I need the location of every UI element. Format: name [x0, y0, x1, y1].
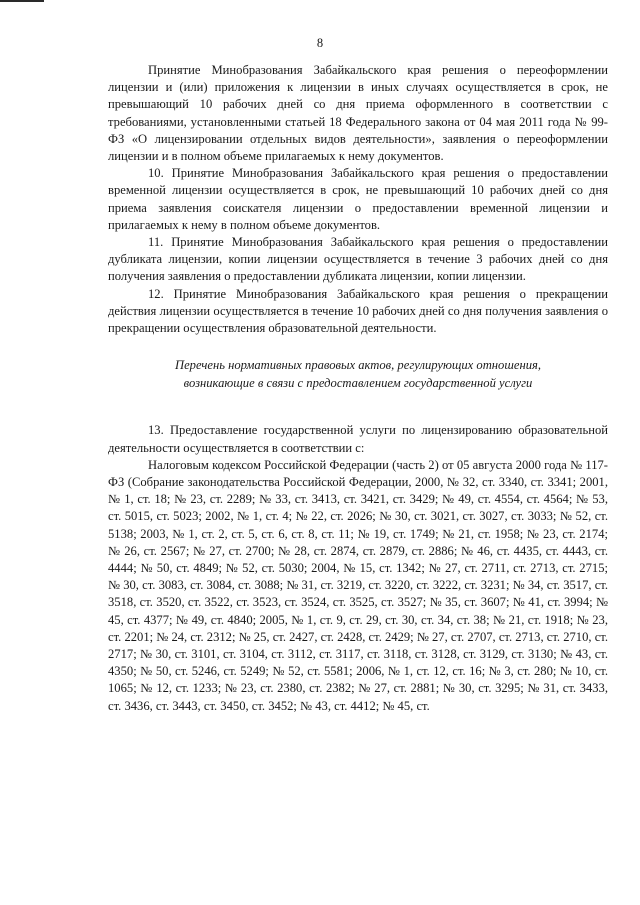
- paragraph-license-reissue: Принятие Минобразования Забайкальского края решения о переоформлении лицензии и (или) приложения к лицензии в иных случаях осуществляется в срок, не превышающий 10 рабочих дней со дня приема оформленного в соответствии с требованиями, установленными статьей 18 Федерального закона от 04 мая 2011 года № 99-ФЗ «О лицензировании отдельных видов деятельности», заявления о переоформлении лицензии и в полном объеме прилагаемых к нему документов.: [108, 63, 608, 164]
- section-heading-line-2: возникающие в связи с предоставлением государственной услуги: [183, 375, 533, 390]
- section-heading-line-1: Перечень нормативных правовых актов, регулирующих отношения,: [174, 358, 541, 373]
- paragraph-10-temporary-license: 10. Принятие Минобразования Забайкальского края решения о предоставлении временной лицензии осуществляется в срок, не превышающий 10 рабочих дней со дня приема заявления соискателя лицензии о предоставлении временной лицензии и прилагаемых к нему в полном объеме документов.: [108, 166, 608, 232]
- section-heading-legal-acts: [108, 357, 608, 392]
- paragraph-13-legal-basis: 13. Предоставление государственной услуги по лицензированию образовательной деятельности осуществляется в соответствии с:: [108, 423, 608, 455]
- paragraph-11-duplicate-license: 11. Принятие Минобразования Забайкальского края решения о предоставлении дубликата лицензии, копии лицензии осуществляется в течение 3 рабочих дней со дня получения заявления о предоставлении дубликата лицензии, копии лицензии.: [108, 235, 608, 284]
- paragraph-12-license-termination: 12. Принятие Минобразования Забайкальского края решения о прекращении действия лицензии осуществляется в течение 10 рабочих дней со дня получения заявления о прекращении осуществления образовательной деятельности.: [108, 286, 608, 336]
- page-number: 8: [316, 36, 324, 50]
- document-body: [108, 62, 608, 715]
- section-spacer: [108, 392, 608, 422]
- paragraph-tax-code-references: Налоговым кодексом Российской Федерации (часть 2) от 05 августа 2000 года № 117-ФЗ (Собрание законодательства Российской Федерации, 2000, № 32, ст. 3340, ст. 3341; 2001, № 1, ст. 18; № 23, ст. 2289; № 33, ст. 3413, ст. 3421, ст. 3429; № 49, ст. 4554, ст. 4564; № 53, ст. 5015, ст. 5023; 2002, № 1, ст. 4; № 22, ст. 2026; № 30, ст. 3021, ст. 3027, ст. 3033; № 52, ст. 5138; 2003, № 1, ст. 2, ст. 5, ст. 6, ст. 8, ст. 11; № 19, ст. 1749; № 21, ст. 1958; № 23, ст. 2174; № 26, ст. 2567; № 27, ст. 2700; № 28, ст. 2874, ст. 2879, ст. 2886; № 46, ст. 4435, ст. 4443, ст. 4444; № 50, ст. 4849; № 52, ст. 5030; 2004, № 15, ст. 1342; № 27, ст. 2711, ст. 2713, ст. 2715; № 30, ст. 3083, ст. 3084, ст. 3088; № 31, ст. 3219, ст. 3220, ст. 3222, ст. 3231; № 34, ст. 3517, ст. 3518, ст. 3520, ст. 3522, ст. 3523, ст. 3524, ст. 3525, ст. 3527; № 35, ст. 3607; № 41, ст. 3994; № 45, ст. 4377; № 49, ст. 4840; 2005, № 1, ст. 9, ст. 29, ст. 30, ст. 34, ст. 38; № 21, ст. 1918; № 23, ст. 2201; № 24, ст. 2312; № 25, ст. 2427, ст. 2428, ст. 2429; № 27, ст. 2707, ст. 2713, ст. 2710, ст. 2717; № 30, ст. 3101, ст. 3104, ст. 3112, ст. 3117, ст. 3118, ст. 3128, ст. 3129, ст. 3130; № 43, ст. 4350; № 50, ст. 5246, ст. 5249; № 52, ст. 5581; 2006, № 1, ст. 12, ст. 16; № 3, ст. 280; № 10, ст. 1065; № 12, ст. 1233; № 23, ст. 2380, ст. 2382; № 27, ст. 2881; № 30, ст. 3295; № 31, ст. 3433, ст. 3436, ст. 3443, ст. 3450, ст. 3452; № 43, ст. 4412; № 45, ст.: [108, 457, 608, 713]
- top-edge-rule: [0, 0, 44, 2]
